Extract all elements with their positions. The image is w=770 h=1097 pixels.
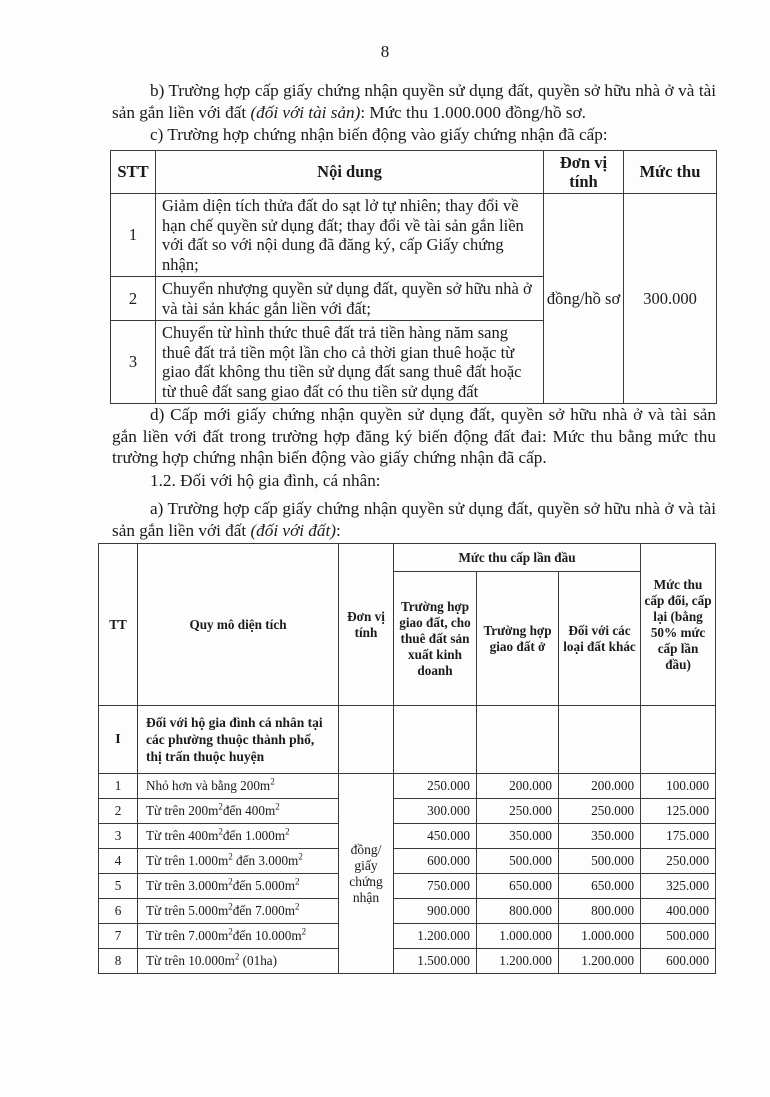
header-first-issue-group: Mức thu cấp lần đầu — [394, 544, 641, 572]
empty-cell — [477, 706, 559, 774]
section-row — [99, 706, 716, 774]
row-unit: đồng/hồ sơ — [544, 194, 624, 404]
paragraph-d-text: d) Cấp mới giấy chứng nhận quyền sử dụng đất, quyền sở hữu nhà ở và tài sản gắn liền với đất trong trường hợp đăng ký biến động đất đai: Mức thu bằng mức thu trường hợp chứng nhận biến động vào giấy chứng nhận đã cấp. — [112, 405, 716, 467]
row-other: 1.000.000 — [559, 924, 641, 949]
row-content: Chuyển nhượng quyền sử dụng đất, quyền sở hữu nhà ở và tài sản khác gắn liền với đất; — [156, 277, 544, 321]
row-business: 300.000 — [394, 799, 477, 824]
row-content: Chuyển từ hình thức thuê đất trả tiền hàng năm sang thuê đất trả tiền một lần cho cả thời gian thuê hoặc từ giao đất không thu tiền sử dụng đất sang thuê đất hoặc từ thuê đất sang giao đất có thu tiền sử dụng đất — [156, 321, 544, 404]
paragraph-c — [112, 124, 716, 146]
table-row — [99, 924, 716, 949]
empty-cell — [394, 706, 477, 774]
header-residential: Trường hợp giao đất ở — [477, 572, 559, 706]
header-fee: Mức thu — [624, 151, 717, 194]
row-tt: 1 — [99, 774, 138, 799]
household-fee-table — [98, 543, 716, 974]
row-scale: Từ trên $5.000m^2đến$ $7.000m^2$ — [138, 899, 339, 924]
paragraph-b-text: b) Trường hợp cấp giấy chứng nhận quyền sử dụng đất, quyền sở hữu nhà ở và tài sản gắn liền với đất — [112, 81, 716, 122]
table-row — [111, 194, 717, 277]
page-number: 8 — [380, 42, 390, 61]
row-scale: Từ trên $3.000m^2đến$ $5.000m^2$ — [138, 874, 339, 899]
empty-cell — [559, 706, 641, 774]
row-residential: 800.000 — [477, 899, 559, 924]
row-reissue: 175.000 — [641, 824, 716, 849]
row-tt: 4 — [99, 849, 138, 874]
row-tt: 8 — [99, 949, 138, 974]
table-header-row — [99, 544, 716, 572]
row-content: Giảm diện tích thửa đất do sạt lở tự nhiên; thay đổi về hạn chế quyền sử dụng đất; thay đổi về tài sản gắn liền với đất so với nội dung đã đăng ký, cấp Giấy chứng nhận; — [156, 194, 544, 277]
header-other: Đối với các loại đất khác — [559, 572, 641, 706]
paragraph-b-suffix: : Mức thu 1.000.000 đồng/hồ sơ. — [360, 102, 586, 122]
row-tt: 3 — [99, 824, 138, 849]
change-registration-fee-table — [110, 150, 717, 404]
row-other: 250.000 — [559, 799, 641, 824]
row-scale: Từ trên $10.000m^2$ (01ha) — [138, 949, 339, 974]
row-business: 1.500.000 — [394, 949, 477, 974]
header-tt: TT — [99, 544, 138, 706]
row-business: 600.000 — [394, 849, 477, 874]
section-id: I — [99, 706, 138, 774]
section-heading-1-2-text: 1.2. Đối với hộ gia đình, cá nhân: — [150, 471, 381, 490]
row-stt: 3 — [111, 321, 156, 404]
paragraph-a-text: a) Trường hợp cấp giấy chứng nhận quyền sử dụng đất, quyền sở hữu nhà ở và tài sản gắn liền với đất — [112, 499, 716, 540]
header-reissue: Mức thu cấp đổi, cấp lại (bằng 50% mức cấp lần đầu) — [641, 544, 716, 706]
table-row — [99, 874, 716, 899]
section-title: Đối với hộ gia đình cá nhân tại các phường thuộc thành phố, thị trấn thuộc huyện — [138, 706, 339, 774]
row-reissue: 500.000 — [641, 924, 716, 949]
header-content: Nội dung — [156, 151, 544, 194]
row-residential: 350.000 — [477, 824, 559, 849]
row-tt: 2 — [99, 799, 138, 824]
header-stt: STT — [111, 151, 156, 194]
table-row — [99, 774, 716, 799]
empty-cell — [339, 706, 394, 774]
paragraph-c-text: c) Trường hợp chứng nhận biến động vào giấy chứng nhận đã cấp: — [150, 125, 608, 144]
row-business: 1.200.000 — [394, 924, 477, 949]
row-scale: Từ trên $1.000m^2$ đến $3.000m^2$ — [138, 849, 339, 874]
row-tt: 5 — [99, 874, 138, 899]
row-other: 800.000 — [559, 899, 641, 924]
header-unit: Đơn vị tính — [339, 544, 394, 706]
row-unit: đồng/ giấy chứng nhận — [339, 774, 394, 974]
row-residential: 500.000 — [477, 849, 559, 874]
row-scale: Từ trên $200m^2đến$ $400m^2$ — [138, 799, 339, 824]
section-heading-1-2 — [112, 470, 716, 492]
table-header-row — [111, 151, 717, 194]
paragraph-a-suffix: : — [336, 520, 341, 540]
paragraph-a-italic: (đối với đất) — [250, 520, 336, 540]
row-business: 900.000 — [394, 899, 477, 924]
paragraph-b — [112, 80, 716, 123]
row-reissue: 250.000 — [641, 849, 716, 874]
row-stt: 1 — [111, 194, 156, 277]
row-other: 1.200.000 — [559, 949, 641, 974]
row-scale: Từ trên $400m^2đến$ $1.000m^2$ — [138, 824, 339, 849]
header-unit: Đơn vị tính — [544, 151, 624, 194]
row-other: 500.000 — [559, 849, 641, 874]
paragraph-a — [112, 498, 716, 541]
table-row — [99, 824, 716, 849]
row-fee: 300.000 — [624, 194, 717, 404]
row-reissue: 325.000 — [641, 874, 716, 899]
row-reissue: 600.000 — [641, 949, 716, 974]
table-row — [99, 849, 716, 874]
row-business: 250.000 — [394, 774, 477, 799]
row-stt: 2 — [111, 277, 156, 321]
row-residential: 1.200.000 — [477, 949, 559, 974]
table-row — [99, 949, 716, 974]
row-reissue: 125.000 — [641, 799, 716, 824]
row-scale: Từ trên $7.000m^2đến$ $10.000m^2$ — [138, 924, 339, 949]
row-other: 650.000 — [559, 874, 641, 899]
header-business: Trường hợp giao đất, cho thuê đất sản xuất kinh doanh — [394, 572, 477, 706]
row-tt: 6 — [99, 899, 138, 924]
paragraph-b-italic: (đối với tài sản) — [250, 102, 361, 122]
header-scale: Quy mô diện tích — [138, 544, 339, 706]
row-other: 200.000 — [559, 774, 641, 799]
paragraph-d — [112, 404, 716, 469]
row-business: 750.000 — [394, 874, 477, 899]
row-scale: Nhỏ hơn và bằng $200m^2$ — [138, 774, 339, 799]
table-row — [99, 899, 716, 924]
row-residential: 650.000 — [477, 874, 559, 899]
row-residential: 200.000 — [477, 774, 559, 799]
row-tt: 7 — [99, 924, 138, 949]
row-other: 350.000 — [559, 824, 641, 849]
row-reissue: 400.000 — [641, 899, 716, 924]
row-residential: 250.000 — [477, 799, 559, 824]
row-residential: 1.000.000 — [477, 924, 559, 949]
empty-cell — [641, 706, 716, 774]
row-reissue: 100.000 — [641, 774, 716, 799]
table-row — [99, 799, 716, 824]
row-business: 450.000 — [394, 824, 477, 849]
